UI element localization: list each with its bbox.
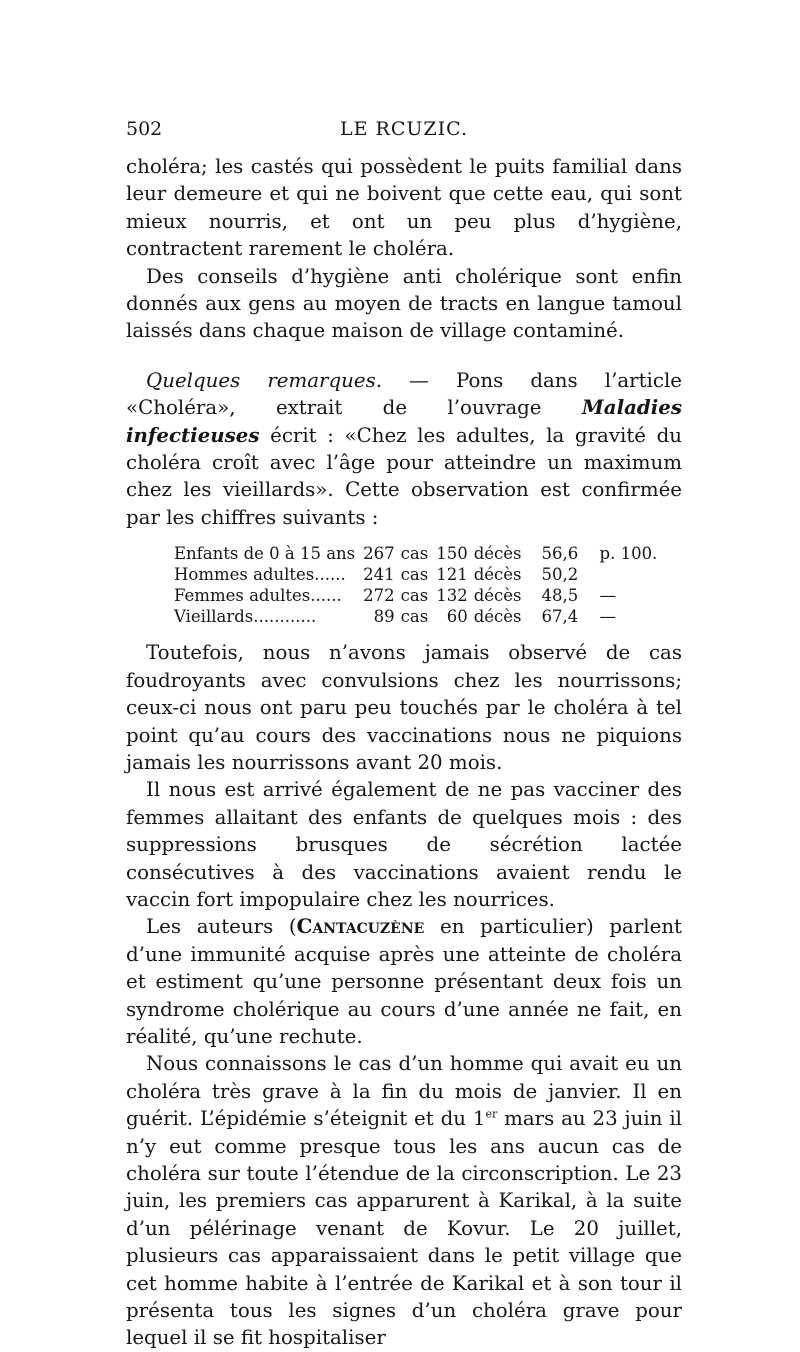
book-title: Maladies infectieuses bbox=[126, 395, 682, 447]
deces-count: 121 bbox=[436, 565, 468, 585]
paragraph-7 bbox=[126, 1050, 682, 1351]
paragraph-7-text-b: mars au 23 juin il n’y eut comme presque tous les ans aucun cas de choléra sur toute l’étendue de la circonscription. Le 23 juin, les premiers cas apparurent à Karikal, à la suite d’un pélérinage venant de Kovur. Le 20 juillet, plusieurs cas apparaissaient dans le petit village que cet homme habite à l’entrée de Karikal et à son tour il présenta tous les signes d’un choléra grave pour lequel il se fit hospitaliser bbox=[126, 1107, 682, 1350]
unit bbox=[600, 564, 666, 585]
percentage: 48,5 bbox=[541, 586, 579, 606]
paragraph-spacer bbox=[126, 345, 682, 367]
paragraph-1: choléra; les castés qui possèdent le puits familial dans leur demeure et qui ne boivent que cette eau, qui sont mieux nourris, et ont un peu plus d’hygiène, contractent rarement le choléra. bbox=[126, 155, 682, 261]
row-label: Hommes adultes...... bbox=[174, 565, 346, 585]
running-header bbox=[126, 118, 682, 148]
unit: — bbox=[599, 607, 617, 627]
paragraph-5: Il nous est arrivé également de ne pas vacciner des femmes allaitant des enfants de quelques mois : des suppressions brusques de sécrétion lactée consécutives à des vaccinations avaient rendu le vaccin fort impopulaire chez les nourrices. bbox=[126, 778, 682, 911]
running-title: LE RCUZIC. bbox=[340, 118, 468, 140]
author-name: Cantacuzène bbox=[296, 914, 425, 939]
paragraph-6-text-a: Les auteurs ( bbox=[146, 915, 297, 939]
page-number: 502 bbox=[126, 118, 163, 140]
paragraph-6-text-b: en particulier) parlent d’une immunité acquise après une atteinte de choléra et estiment qu’une personne présentant deux fois un syndrome cholérique au cours d’une année ne fait, en réalité, qu’une rechute. bbox=[126, 915, 683, 1048]
paragraph-3 bbox=[126, 367, 682, 531]
table-row bbox=[174, 543, 665, 564]
ordinal-superscript: er bbox=[485, 1107, 498, 1121]
table-row bbox=[174, 564, 665, 585]
percentage: 67,4 bbox=[541, 607, 579, 627]
paragraph-4: Toutefois, nous n’avons jamais observé de cas foudroyants avec convulsions chez les nourrissons; ceux-ci nous ont paru peu touchés par le choléra à tel point qu’au cours des vaccinations nous ne piquions jamais les nourrissons avant 20 mois. bbox=[126, 641, 682, 774]
body-text bbox=[126, 153, 682, 1352]
row-label: Femmes adultes...... bbox=[174, 586, 342, 606]
cas-count: 267 bbox=[363, 544, 395, 564]
statistics-table bbox=[174, 543, 665, 627]
paragraph-3-text-b: écrit : «Chez les adultes, la gravité du choléra croît avec l’âge pour atteindre un maximum chez les vieillards». Cette observation est confirmée par les chiffres suivants : bbox=[126, 423, 682, 529]
deces-count: 132 bbox=[436, 586, 468, 606]
paragraph-2: Des conseils d’hygiène anti cholérique sont enfin donnés aux gens au moyen de tracts en langue tamoul laissés dans chaque maison de village contaminé. bbox=[126, 264, 682, 343]
deces-word: décès bbox=[473, 586, 522, 606]
table-row bbox=[174, 585, 665, 606]
paragraph-3-text-a: — Pons dans l’article «Choléra», extrait de l’ouvrage bbox=[126, 368, 682, 420]
unit: — bbox=[599, 586, 617, 606]
row-label: Enfants de 0 à 15 ans bbox=[174, 544, 356, 564]
deces-word: décès bbox=[473, 565, 522, 585]
paragraph-6 bbox=[126, 913, 682, 1050]
cas-word: cas bbox=[400, 607, 429, 627]
cas-count: 272 bbox=[363, 586, 395, 606]
deces-count: 60 bbox=[446, 607, 468, 627]
cas-count: 89 bbox=[373, 607, 395, 627]
cas-word: cas bbox=[400, 544, 429, 564]
section-lead: Quelques remarques. bbox=[146, 368, 383, 392]
cas-word: cas bbox=[400, 565, 429, 585]
row-label: Vieillards............ bbox=[174, 607, 317, 627]
percentage: 50,2 bbox=[541, 565, 579, 585]
deces-word: décès bbox=[473, 544, 522, 564]
cas-word: cas bbox=[400, 586, 429, 606]
deces-count: 150 bbox=[436, 544, 468, 564]
deces-word: décès bbox=[473, 607, 522, 627]
table-row bbox=[174, 606, 665, 627]
cas-count: 241 bbox=[363, 565, 395, 585]
percentage: 56,6 bbox=[541, 544, 579, 564]
paragraph-7-text-a: Nous connaissons le cas d’un homme qui avait eu un choléra très grave à la fin du mois de janvier. Il en guérit. L’épidémie s’éteignit et du 1 bbox=[126, 1052, 682, 1131]
unit: p. 100. bbox=[599, 544, 658, 564]
